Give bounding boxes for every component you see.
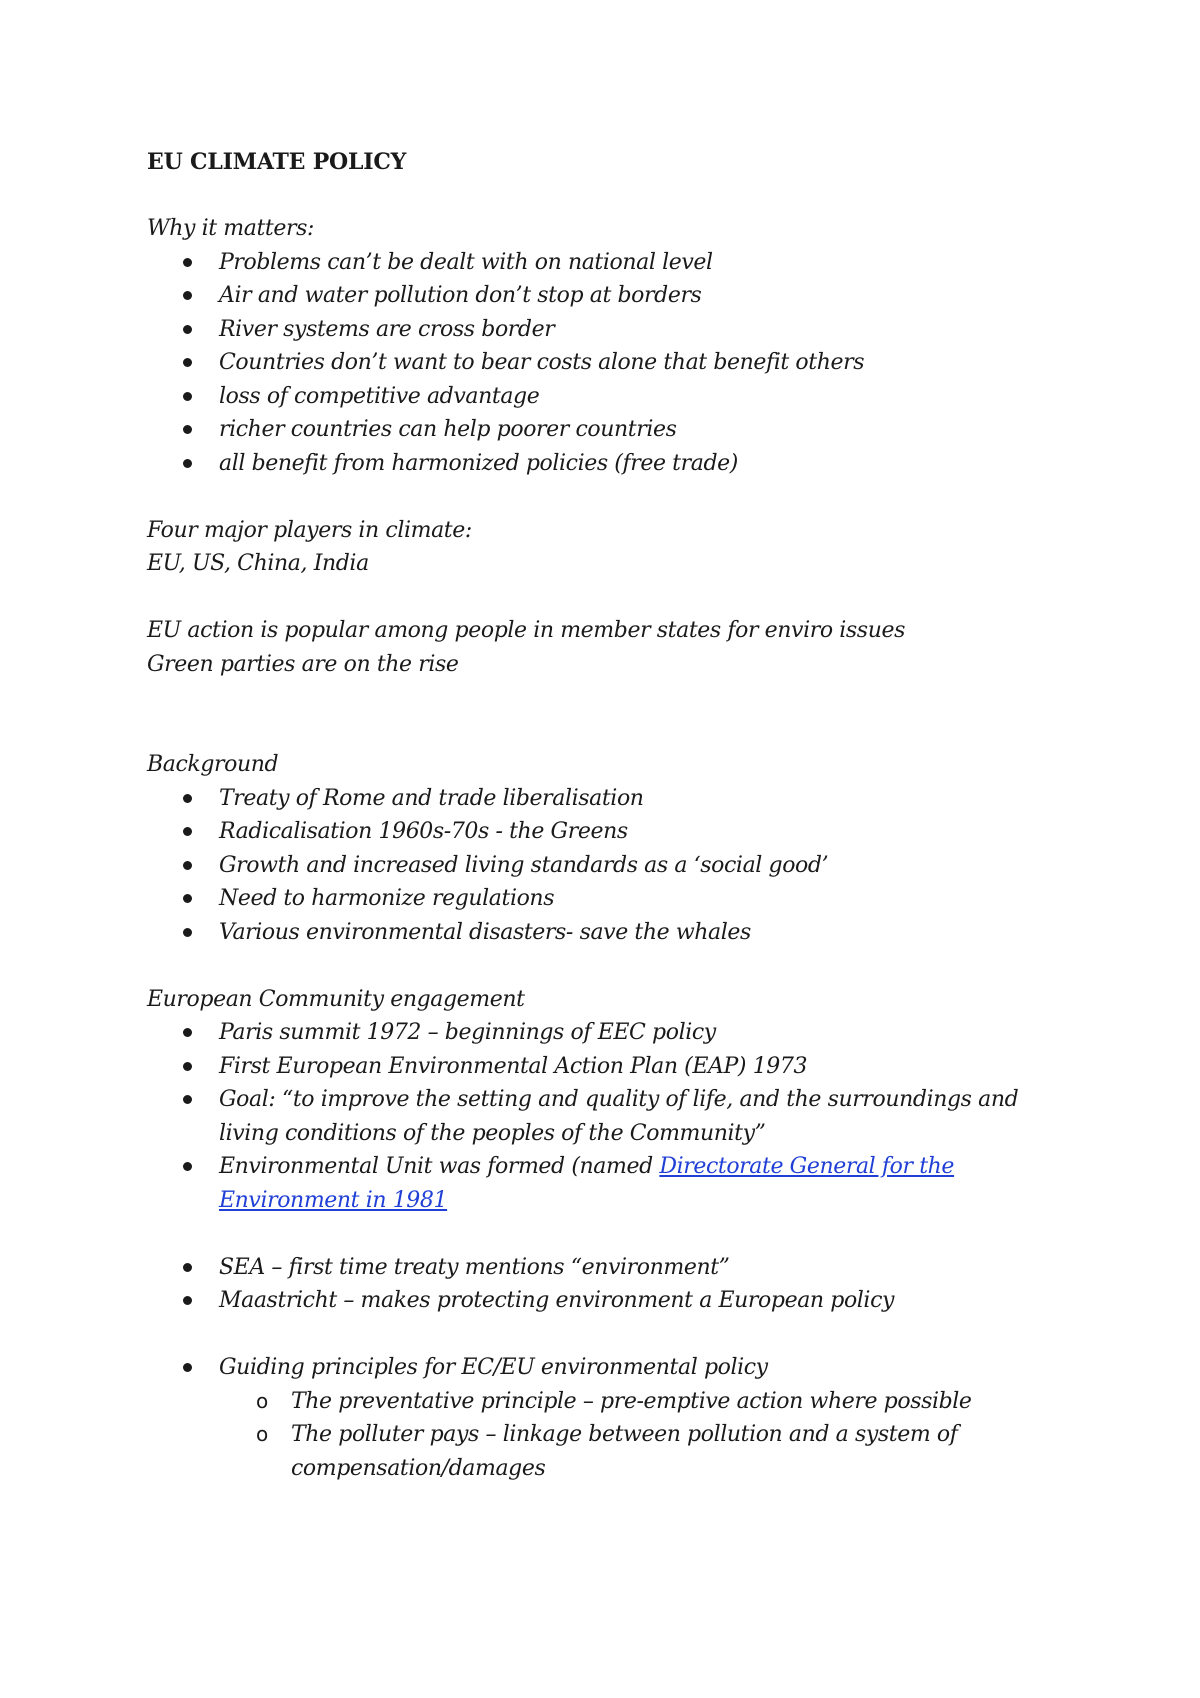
popular-line: EU action is popular among people in member states for enviro issues — [147, 618, 905, 643]
list-item: Problems can’t be dealt with on national level — [147, 246, 1077, 280]
list-item: Need to harmonize regulations — [147, 882, 1077, 916]
bullet-icon — [183, 894, 192, 903]
list-item: loss of competitive advantage — [147, 380, 1077, 414]
bullet-icon — [183, 1363, 192, 1372]
spacer — [147, 581, 1077, 615]
directorate-link[interactable]: Directorate General for the Environment in 1981 — [219, 1154, 955, 1213]
bullet-icon — [183, 827, 192, 836]
players-heading: Four major players in climate: — [147, 517, 472, 543]
list-item: Growth and increased living standards as a ‘social good’ — [147, 849, 1077, 883]
list-item: Maastricht – makes protecting environment a European policy — [147, 1284, 1077, 1318]
ec-heading: European Community engagement — [147, 986, 525, 1012]
list-item: Air and water pollution don’t stop at borders — [147, 279, 1077, 313]
bullet-icon — [183, 861, 192, 870]
principles-sublist — [219, 1385, 1077, 1486]
bullet-icon — [183, 794, 192, 803]
spacer — [147, 1318, 1077, 1352]
document-page — [147, 146, 1077, 1485]
list-item: Treaty of Rome and trade liberalisation — [147, 782, 1077, 816]
list-item: River systems are cross border — [147, 313, 1077, 347]
ec-list — [147, 1016, 1077, 1217]
principles-list — [147, 1351, 1077, 1485]
list-item: richer countries can help poorer countries — [147, 413, 1077, 447]
spacer — [147, 949, 1077, 983]
list-item: First European Environmental Action Plan (EAP) 1973 — [147, 1050, 1077, 1084]
sub-list-item: o The polluter pays – linkage between pollution and a system of compensation/damages — [219, 1418, 1077, 1485]
spacer — [147, 681, 1077, 748]
list-item: Various environmental disasters- save the whales — [147, 916, 1077, 950]
why-list — [147, 246, 1077, 481]
sub-list-item: o The preventative principle – pre-emptive action where possible — [219, 1385, 1077, 1419]
bullet-icon — [183, 358, 192, 367]
players-list: EU, US, China, India — [147, 551, 369, 576]
document-title: EU CLIMATE POLICY — [147, 149, 407, 175]
bullet-icon — [183, 459, 192, 468]
bullet-icon — [183, 928, 192, 937]
spacer — [147, 1217, 1077, 1251]
bullet-icon — [183, 1296, 192, 1305]
background-list — [147, 782, 1077, 950]
list-item: all benefit from harmonized policies (free trade) — [147, 447, 1077, 481]
list-item: Paris summit 1972 – beginnings of EEC policy — [147, 1016, 1077, 1050]
list-item: Environmental Unit was formed (named Directorate General for the Environment in 1981 — [147, 1150, 1077, 1217]
green-parties-line: Green parties are on the rise — [147, 651, 459, 677]
why-heading: Why it matters: — [147, 216, 314, 241]
bullet-icon — [183, 392, 192, 401]
circle-bullet-icon: o — [256, 1388, 268, 1413]
bullet-icon — [183, 325, 192, 334]
list-item: Countries don’t want to bear costs alone that benefit others — [147, 346, 1077, 380]
list-item: Goal: “to improve the setting and quality of life, and the surroundings and living conditions of the peoples of the Community” — [147, 1083, 1077, 1150]
bullet-icon — [183, 1162, 192, 1171]
bullet-icon — [183, 291, 192, 300]
background-heading: Background — [147, 752, 279, 777]
circle-bullet-icon: o — [256, 1422, 268, 1446]
list-item: SEA – first time treaty mentions “environment” — [147, 1251, 1077, 1285]
bullet-icon — [183, 425, 192, 434]
treaties-list — [147, 1251, 1077, 1318]
bullet-icon — [183, 1028, 192, 1037]
bullet-icon — [183, 1062, 192, 1071]
bullet-icon — [183, 1095, 192, 1104]
bullet-icon — [183, 258, 192, 267]
list-item: Guiding principles for EC/EU environmental policy o The preventative principle – pre-emptive action where possible o The polluter pays – linkage between pollution and a system of compensation/damages — [147, 1351, 1077, 1485]
list-item: Radicalisation 1960s-70s - the Greens — [147, 815, 1077, 849]
bullet-icon — [183, 1263, 192, 1272]
spacer — [147, 480, 1077, 514]
